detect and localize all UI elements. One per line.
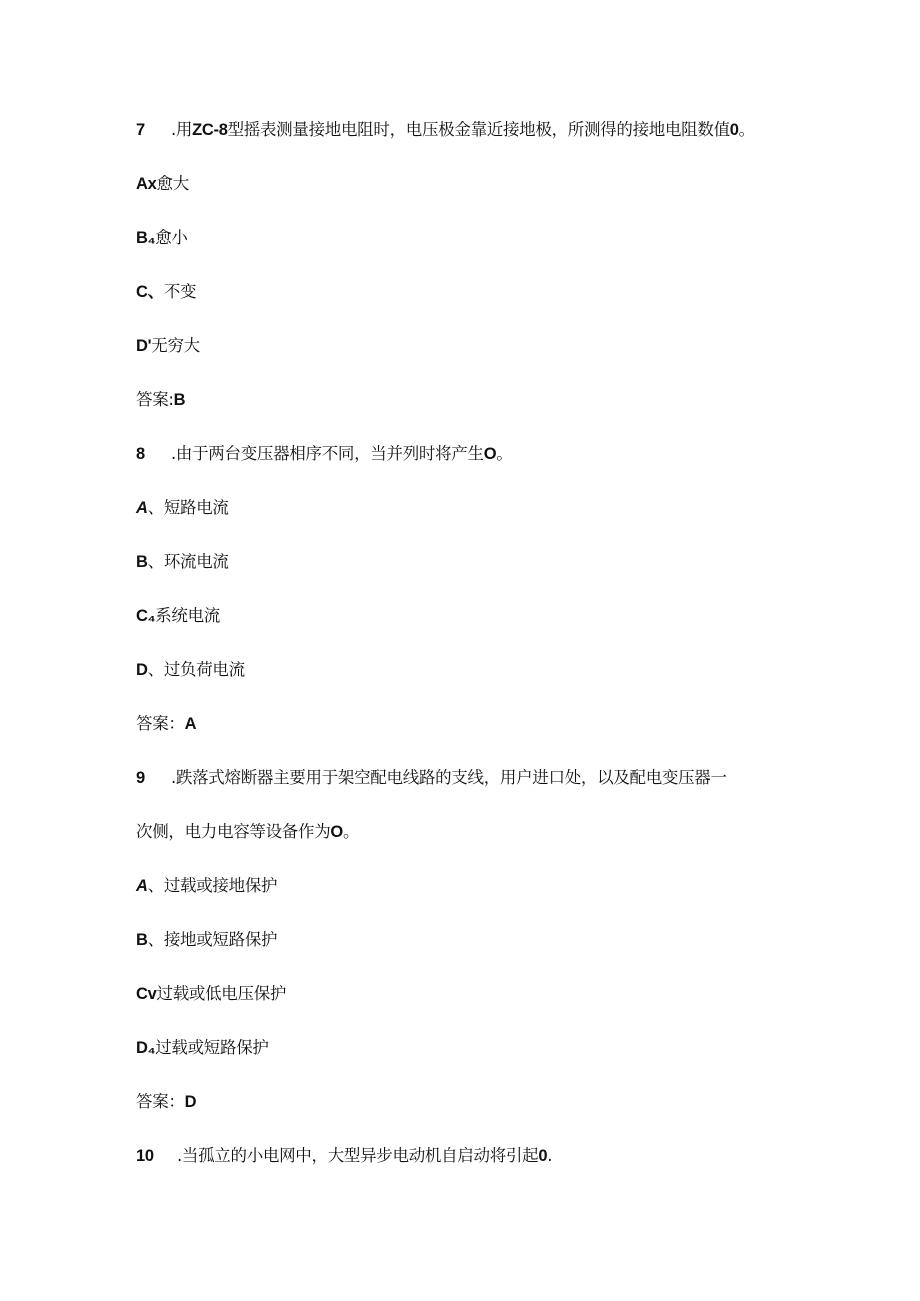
option-b: B、环流电流 (136, 552, 229, 571)
option-b: B₄愈小 (136, 228, 188, 247)
question-number: 10 (136, 1147, 154, 1165)
question-number: 7 (136, 121, 145, 139)
answer: 答案:B (136, 390, 186, 409)
option-d: D、过负荷电流 (136, 660, 245, 679)
option-c: Cv过载或低电压保护 (136, 984, 287, 1003)
question-9-stem: 9 .跌落式熔断器主要用于架空配电线路的支线，用户进口处，以及配电变压器一 (136, 751, 816, 805)
answer: 答案：D (136, 1092, 197, 1111)
option-c: C、不变 (136, 282, 197, 301)
question-number: 8 (136, 445, 145, 463)
option-a: A、短路电流 (136, 498, 229, 517)
answer: 答案：A (136, 714, 197, 733)
question-10-stem: 10 .当孤立的小电网中，大型异步电动机自启动将引起0. (136, 1129, 816, 1183)
question-9-stem-continued: 次侧，电力电容等设备作为O。 (136, 822, 360, 841)
question-8-stem: 8 .由于两台变压器相序不同，当并列时将产生O。 (136, 427, 816, 481)
option-d: D'无穷大 (136, 336, 200, 355)
option-d: D₄过载或短路保护 (136, 1038, 269, 1057)
option-a: A、过载或接地保护 (136, 876, 278, 895)
option-c: C₄系统电流 (136, 606, 220, 625)
option-a: Ax愈大 (136, 174, 189, 193)
document-page (136, 103, 816, 1183)
question-7-stem: 7 .用ZC-8型摇表测量接地电阻时，电压极金靠近接地极，所测得的接地电阻数值0。 (136, 103, 816, 157)
option-b: B、接地或短路保护 (136, 930, 278, 949)
question-number: 9 (136, 769, 145, 787)
